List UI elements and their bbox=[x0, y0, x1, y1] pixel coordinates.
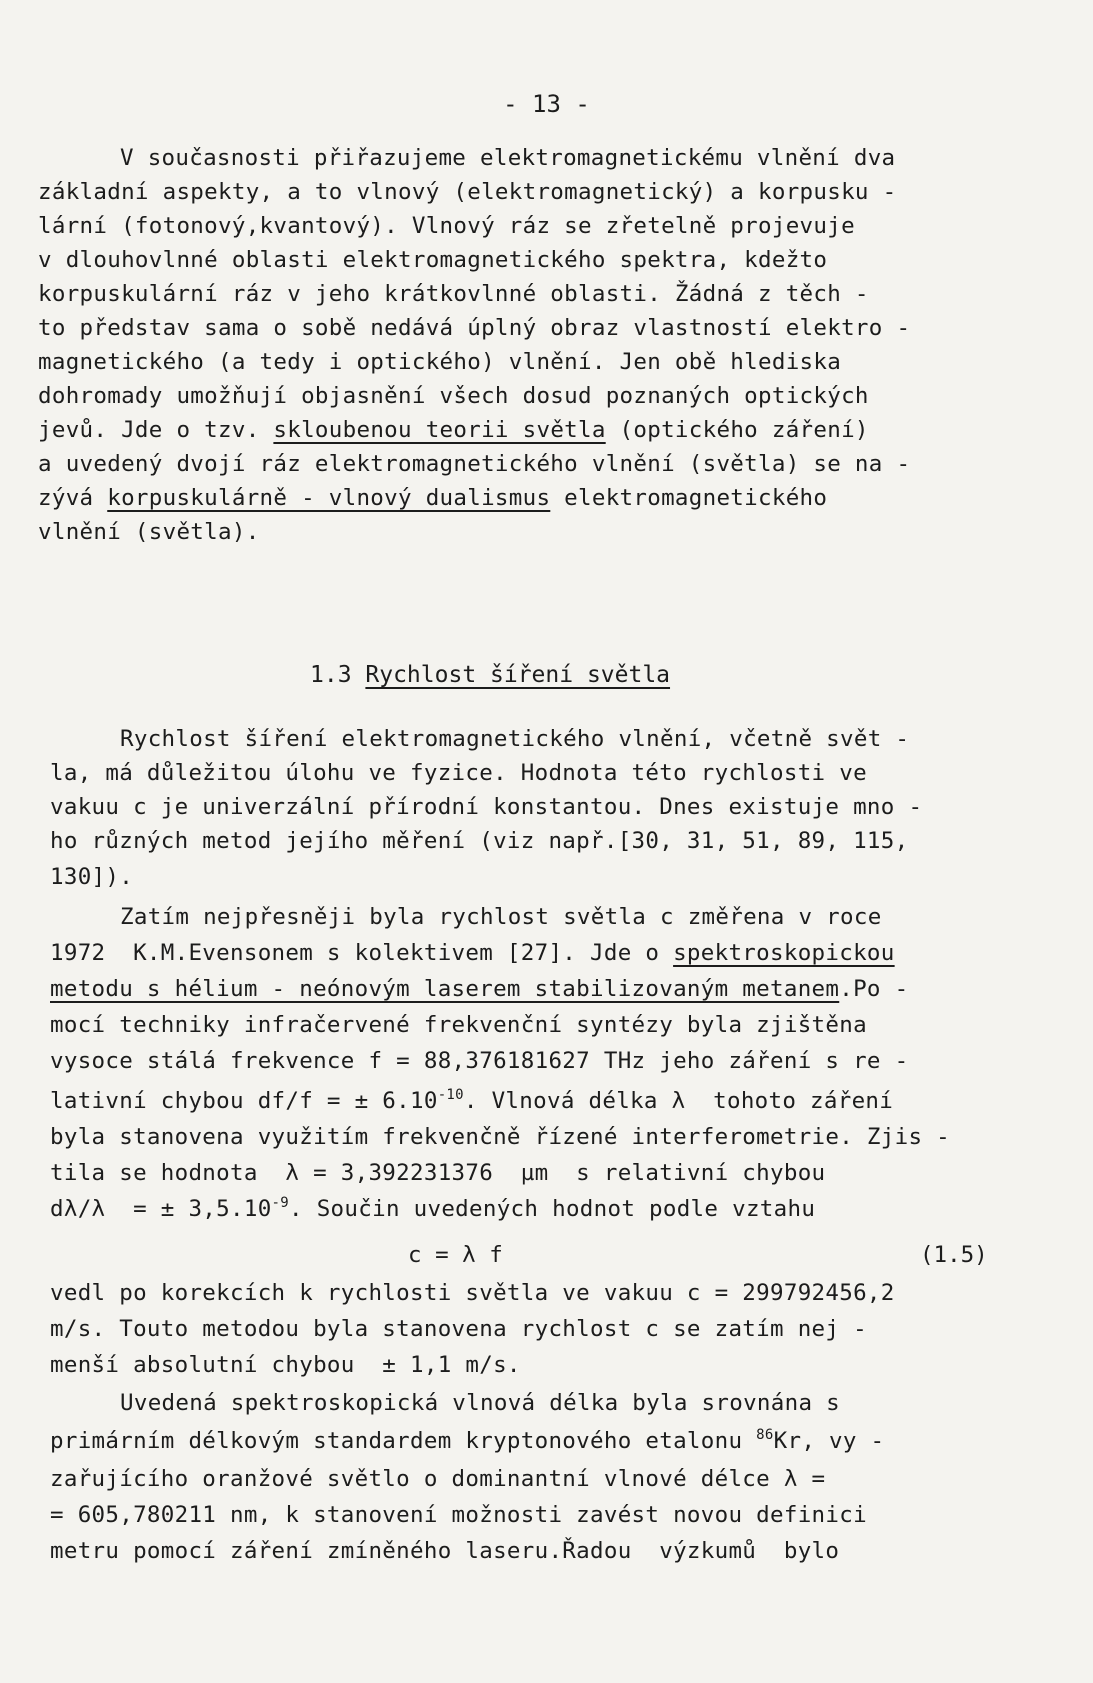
heading-text: Rychlost šíření světla bbox=[365, 662, 671, 688]
text-line bbox=[50, 978, 908, 1001]
text-line: tila se hodnota λ = 3,392231376 µm s relativní chybou bbox=[50, 1160, 826, 1186]
text-line: Uvedená spektroskopická vlnová délka byla srovnána s bbox=[120, 1390, 840, 1416]
text-span: . Součin uvedených hodnot podle vztahu bbox=[289, 1196, 816, 1222]
equation-number: (1.5) bbox=[920, 1242, 988, 1268]
text-line: V současnosti přiřazujeme elektromagnetickému vlnění dva bbox=[120, 145, 896, 171]
text-line bbox=[38, 487, 827, 510]
text-line bbox=[50, 1427, 885, 1454]
text-line bbox=[50, 942, 895, 965]
text-line: dohromady umožňují objasnění všech dosud poznaných optických bbox=[38, 383, 869, 409]
text-line: ho různých metod jejího měření (viz např.[30, 31, 51, 89, 115, bbox=[50, 828, 909, 854]
text-line: 130]). bbox=[50, 864, 134, 890]
underlined-term: korpuskulárně - vlnový dualismus bbox=[107, 485, 551, 511]
text-line: základní aspekty, a to vlnový (elektromagnetický) a korpusku - bbox=[38, 179, 897, 205]
text-span: dλ/λ = ± 3,5.10 bbox=[50, 1196, 272, 1222]
text-line: vlnění (světla). bbox=[38, 519, 260, 545]
formula: c = λ f bbox=[408, 1242, 503, 1268]
text-line: vedl po korekcích k rychlosti světla ve vakuu c = 299792456,2 bbox=[50, 1280, 895, 1306]
text-line: v dlouhovlnné oblasti elektromagnetického spektra, kdežto bbox=[38, 247, 828, 273]
text-line: zařujícího oranžové světlo o dominantní vlnové délce λ = bbox=[50, 1466, 826, 1492]
text-line: la, má důležitou úlohu ve fyzice. Hodnota této rychlosti ve bbox=[50, 760, 867, 786]
text-line: m/s. Touto metodou byla stanovena rychlost c se zatím nej - bbox=[50, 1316, 867, 1342]
underlined-term: spektroskopickou bbox=[673, 940, 895, 966]
text-span: primárním délkovým standardem kryptonového etalonu bbox=[50, 1428, 757, 1454]
text-line bbox=[50, 1087, 894, 1114]
text-line: mocí techniky infračervené frekvenční syntézy byla zjištěna bbox=[50, 1012, 867, 1038]
heading-number: 1.3 bbox=[310, 662, 366, 688]
superscript: -9 bbox=[271, 1195, 290, 1211]
text-span: (optického záření) bbox=[605, 417, 869, 443]
underlined-term: skloubenou teorii světla bbox=[273, 417, 606, 443]
text-span: jevů. Jde o tzv. bbox=[38, 417, 274, 443]
text-span: elektromagnetického bbox=[550, 485, 828, 511]
text-line: korpuskulární ráz v jeho krátkovlnné oblasti. Žádná z těch - bbox=[38, 281, 869, 307]
section-heading bbox=[310, 662, 670, 688]
text-line: magnetického (a tedy i optického) vlnění. Jen obě hlediska bbox=[38, 349, 842, 375]
underlined-term: metodu s hélium - neónovým laserem stabilizovaným metanem bbox=[50, 976, 840, 1002]
text-line bbox=[38, 419, 869, 442]
text-line: menší absolutní chybou ± 1,1 m/s. bbox=[50, 1352, 521, 1378]
page-number: - 13 - bbox=[503, 90, 590, 118]
superscript: -10 bbox=[437, 1087, 464, 1103]
text-line: metru pomocí záření zmíněného laseru.Řadou výzkumů bylo bbox=[50, 1538, 840, 1564]
superscript: 86 bbox=[756, 1427, 774, 1443]
text-span: .Po - bbox=[839, 976, 909, 1002]
text-span: zývá bbox=[38, 485, 108, 511]
text-line: Zatím nejpřesněji byla rychlost světla c změřena v roce bbox=[120, 904, 882, 930]
text-line: vysoce stálá frekvence f = 88,376181627 THz jeho záření s re - bbox=[50, 1048, 909, 1074]
text-line: Rychlost šíření elektromagnetického vlnění, včetně svět - bbox=[120, 726, 910, 752]
text-span: 1972 K.M.Evensonem s kolektivem [27]. Jde o bbox=[50, 940, 674, 966]
text-span: . Vlnová délka λ tohoto záření bbox=[463, 1088, 894, 1114]
text-span: lativní chybou df/f = ± 6.10 bbox=[50, 1088, 438, 1114]
text-line bbox=[50, 1195, 816, 1222]
text-line: a uvedený dvojí ráz elektromagnetického vlnění (světla) se na - bbox=[38, 451, 911, 477]
text-line: to představ sama o sobě nedává úplný obraz vlastností elektro - bbox=[38, 315, 911, 341]
text-span: Kr, vy - bbox=[773, 1428, 885, 1454]
text-line: vakuu c je univerzální přírodní konstantou. Dnes existuje mno - bbox=[50, 794, 923, 820]
text-line: = 605,780211 nm, k stanovení možnosti zavést novou definici bbox=[50, 1502, 867, 1528]
text-line: lární (fotonový,kvantový). Vlnový ráz se zřetelně projevuje bbox=[38, 213, 855, 239]
text-line: byla stanovena využitím frekvenčně řízené interferometrie. Zjis - bbox=[50, 1124, 950, 1150]
